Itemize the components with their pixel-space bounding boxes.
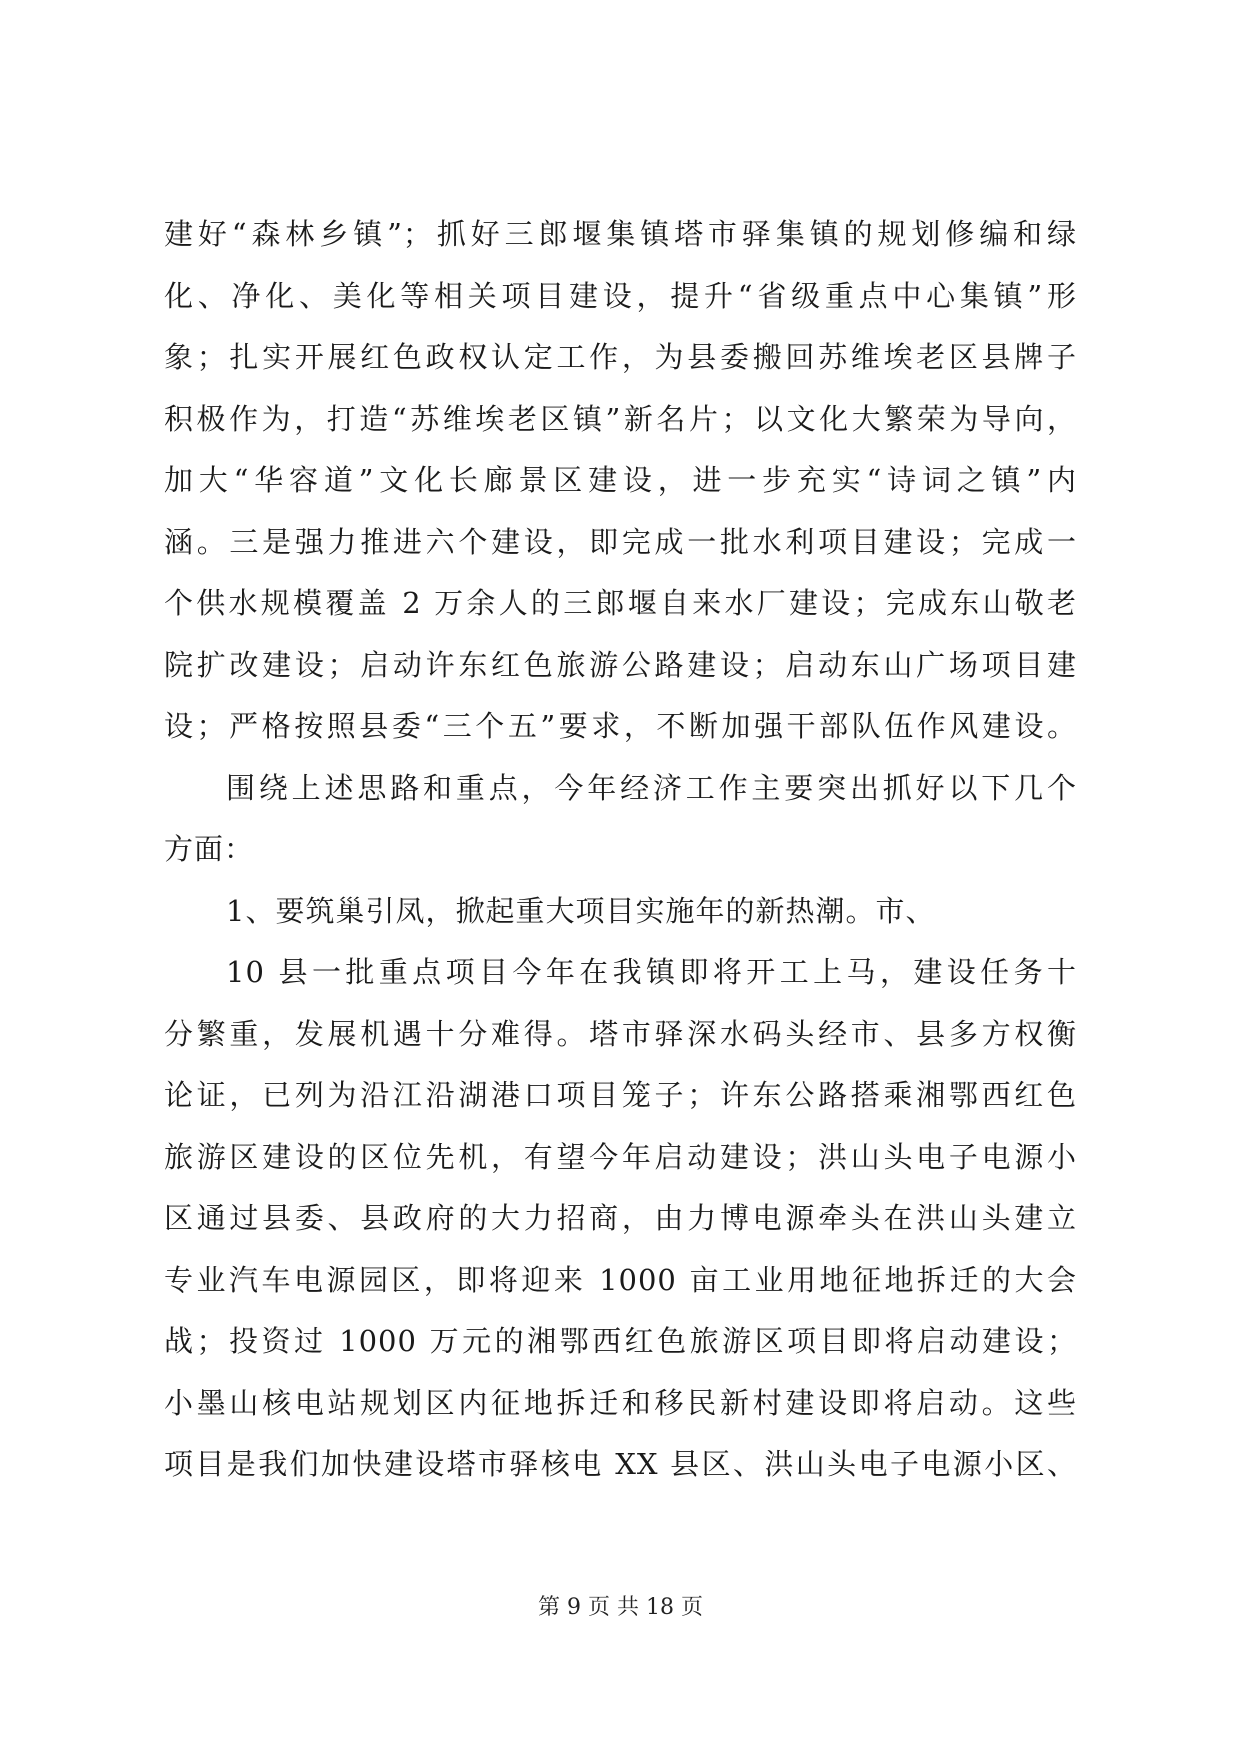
text-line: 战；投资过 1000 万元的湘鄂西红色旅游区项目即将启动建设；	[164, 1324, 1077, 1358]
page-footer	[0, 1590, 1241, 1621]
text-line: 10 县一批重点项目今年在我镇即将开工上马，建设任务十	[226, 955, 1077, 989]
text-line: 加大“华容道”文化长廊景区建设，进一步充实“诗词之镇”内	[164, 463, 1077, 497]
text-line: 化、净化、美化等相关项目建设，提升“省级重点中心集镇”形	[164, 278, 1077, 313]
text-line: 象；扎实开展红色政权认定工作，为县委搬回苏维埃老区县牌子	[164, 340, 1077, 374]
text-line: 设；严格按照县委“三个五”要求，不断加强干部队伍作风建设。	[164, 709, 1077, 743]
text-line: 1、要筑巢引凤，掀起重大项目实施年的新热潮。市、	[226, 893, 936, 928]
text-line: 院扩改建设；启动许东红色旅游公路建设；启动东山广场项目建	[164, 647, 1077, 682]
text-line: 建好“森林乡镇”；抓好三郎堰集镇塔市驿集镇的规划修编和绿	[164, 217, 1077, 251]
page-number: 第 9 页 共 18 页	[538, 1595, 703, 1620]
text-line: 涵。三是强力推进六个建设，即完成一批水利项目建设；完成一	[164, 524, 1077, 559]
text-line: 小墨山核电站规划区内征地拆迁和移民新村建设即将启动。这些	[164, 1385, 1077, 1420]
text-line: 区通过县委、县政府的大力招商，由力博电源牵头在洪山头建立	[164, 1201, 1077, 1235]
body-text	[164, 204, 1077, 1496]
text-line: 专业汽车电源园区，即将迎来 1000 亩工业用地征地拆迁的大会	[164, 1262, 1077, 1297]
text-line: 围绕上述思路和重点，今年经济工作主要突出抓好以下几个	[226, 770, 1077, 805]
text-line: 方面：	[164, 832, 255, 866]
text-line: 个供水规模覆盖 2 万余人的三郎堰自来水厂建设；完成东山敬老	[164, 586, 1077, 620]
text-line: 积极作为，打造“苏维埃老区镇”新名片；以文化大繁荣为导向，	[164, 401, 1077, 436]
text-line: 分繁重，发展机遇十分难得。塔市驿深水码头经市、县多方权衡	[164, 1016, 1077, 1051]
text-line: 论证，已列为沿江沿湖港口项目笼子；许东公路搭乘湘鄂西红色	[164, 1078, 1077, 1112]
text-line: 旅游区建设的区位先机，有望今年启动建设；洪山头电子电源小	[164, 1139, 1077, 1174]
text-line: 项目是我们加快建设塔市驿核电 XX 县区、洪山头电子电源小区、	[164, 1447, 1077, 1481]
